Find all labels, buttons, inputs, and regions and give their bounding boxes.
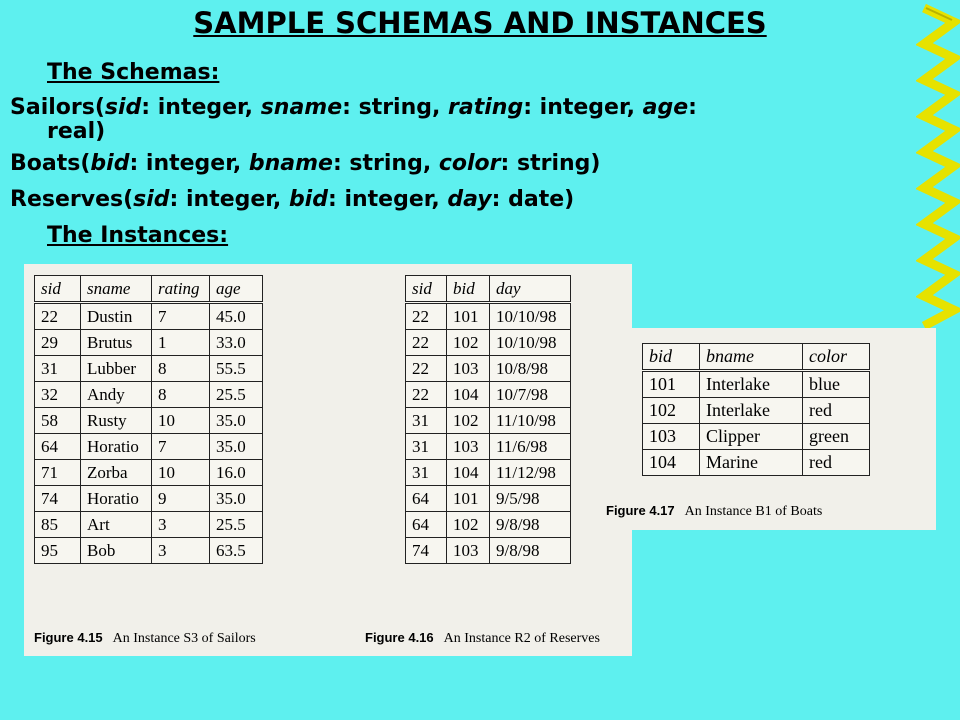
sailors-col-sname: sname (81, 276, 152, 303)
schema-sailors: Sailors(sid: integer, sname: string, rating: integer, age: (10, 95, 697, 120)
reserves-cell-bid: 104 (447, 382, 490, 408)
reserves-caption-text: An Instance R2 of Reserves (443, 631, 600, 646)
reserves-cell-day: 11/10/98 (490, 408, 571, 434)
sailors-cell-age: 35.0 (210, 408, 263, 434)
sailors-cell-rating: 8 (152, 356, 210, 382)
reserves-cell-bid: 101 (447, 486, 490, 512)
sailors-cell-age: 63.5 (210, 538, 263, 564)
reserves-row (406, 460, 571, 486)
reserves-cell-sid: 22 (406, 356, 447, 382)
reserves-cell-bid: 102 (447, 512, 490, 538)
boats-table (642, 343, 870, 476)
instances-heading: The Instances: (47, 223, 229, 248)
sailors-cell-age: 25.5 (210, 382, 263, 408)
reserves-row (406, 486, 571, 512)
reserves-cell-sid: 22 (406, 382, 447, 408)
sailors-row (35, 460, 263, 486)
reserves-cell-bid: 102 (447, 330, 490, 356)
reserves-cell-day: 9/5/98 (490, 486, 571, 512)
sailors-cell-rating: 8 (152, 382, 210, 408)
sailors-cell-age: 55.5 (210, 356, 263, 382)
reserves-row (406, 538, 571, 564)
reserves-col-bid: bid (447, 276, 490, 303)
sailors-row (35, 512, 263, 538)
boats-cell-bname: Marine (700, 450, 803, 476)
sailors-cell-sid: 58 (35, 408, 81, 434)
sailors-caption-label: Figure 4.15 (34, 630, 103, 645)
sailors-cell-sname: Horatio (81, 434, 152, 460)
sailors-cell-sid: 74 (35, 486, 81, 512)
sailors-cell-rating: 10 (152, 408, 210, 434)
sailors-row (35, 382, 263, 408)
sailors-cell-age: 35.0 (210, 434, 263, 460)
sailors-col-age: age (210, 276, 263, 303)
sailors-header-row (35, 276, 263, 303)
sailors-table (34, 275, 263, 564)
reserves-cell-sid: 22 (406, 330, 447, 356)
boats-caption-text: An Instance B1 of Boats (684, 504, 823, 519)
boats-cell-color: red (803, 450, 870, 476)
boats-row (643, 450, 870, 476)
boats-cell-color: green (803, 424, 870, 450)
boats-cell-bid: 103 (643, 424, 700, 450)
sailors-cell-age: 16.0 (210, 460, 263, 486)
reserves-row (406, 356, 571, 382)
boats-caption-label: Figure 4.17 (606, 503, 675, 518)
sailors-cell-sid: 22 (35, 303, 81, 330)
sailors-row (35, 486, 263, 512)
sailors-cell-sid: 32 (35, 382, 81, 408)
reserves-cell-sid: 64 (406, 486, 447, 512)
reserves-row (406, 382, 571, 408)
sailors-cell-age: 35.0 (210, 486, 263, 512)
boats-caption (606, 503, 822, 520)
sailors-cell-sname: Bob (81, 538, 152, 564)
schemas-heading: The Schemas: (47, 60, 220, 85)
reserves-cell-sid: 22 (406, 303, 447, 330)
sailors-cell-sname: Art (81, 512, 152, 538)
zigzag-decoration (916, 0, 960, 330)
sailors-col-rating: rating (152, 276, 210, 303)
reserves-cell-day: 9/8/98 (490, 512, 571, 538)
boats-cell-color: red (803, 398, 870, 424)
sailors-cell-sname: Lubber (81, 356, 152, 382)
reserves-cell-bid: 103 (447, 538, 490, 564)
reserves-cell-sid: 31 (406, 460, 447, 486)
reserves-cell-bid: 101 (447, 303, 490, 330)
reserves-cell-day: 10/10/98 (490, 303, 571, 330)
boats-col-bname: bname (700, 344, 803, 371)
sailors-cell-sname: Rusty (81, 408, 152, 434)
sailors-row (35, 538, 263, 564)
sailors-caption (34, 630, 256, 647)
boats-cell-bid: 101 (643, 371, 700, 398)
reserves-cell-sid: 31 (406, 408, 447, 434)
sailors-cell-sid: 85 (35, 512, 81, 538)
sailors-row (35, 303, 263, 330)
boats-row (643, 398, 870, 424)
sailors-row (35, 356, 263, 382)
sailors-cell-sname: Andy (81, 382, 152, 408)
reserves-header-row (406, 276, 571, 303)
reserves-cell-sid: 64 (406, 512, 447, 538)
reserves-cell-day: 10/10/98 (490, 330, 571, 356)
schema-boats: Boats(bid: integer, bname: string, color: string) (10, 151, 601, 176)
reserves-table (405, 275, 571, 564)
reserves-cell-bid: 103 (447, 356, 490, 382)
boats-cell-bname: Clipper (700, 424, 803, 450)
slide-title: SAMPLE SCHEMAS AND INSTANCES (193, 6, 767, 40)
sailors-cell-rating: 3 (152, 538, 210, 564)
sailors-cell-sid: 95 (35, 538, 81, 564)
sailors-cell-sname: Dustin (81, 303, 152, 330)
sailors-cell-age: 33.0 (210, 330, 263, 356)
sailors-cell-sid: 71 (35, 460, 81, 486)
reserves-row (406, 512, 571, 538)
sailors-row (35, 434, 263, 460)
reserves-cell-day: 11/12/98 (490, 460, 571, 486)
sailors-cell-age: 25.5 (210, 512, 263, 538)
boats-col-color: color (803, 344, 870, 371)
sailors-cell-rating: 1 (152, 330, 210, 356)
reserves-cell-day: 10/8/98 (490, 356, 571, 382)
sailors-cell-sname: Horatio (81, 486, 152, 512)
boats-cell-bname: Interlake (700, 398, 803, 424)
reserves-row (406, 303, 571, 330)
sailors-cell-rating: 9 (152, 486, 210, 512)
sailors-cell-rating: 7 (152, 434, 210, 460)
sailors-caption-text: An Instance S3 of Sailors (112, 631, 256, 646)
boats-col-bid: bid (643, 344, 700, 371)
boats-header-row (643, 344, 870, 371)
sailors-cell-age: 45.0 (210, 303, 263, 330)
reserves-cell-day: 9/8/98 (490, 538, 571, 564)
reserves-caption-label: Figure 4.16 (365, 630, 434, 645)
sailors-row (35, 330, 263, 356)
reserves-cell-bid: 103 (447, 434, 490, 460)
reserves-cell-day: 11/6/98 (490, 434, 571, 460)
boats-cell-bid: 102 (643, 398, 700, 424)
sailors-cell-sid: 64 (35, 434, 81, 460)
schema-sailors-cont: real) (47, 119, 106, 144)
boats-row (643, 371, 870, 398)
boats-cell-color: blue (803, 371, 870, 398)
boats-row (643, 424, 870, 450)
sailors-cell-rating: 10 (152, 460, 210, 486)
reserves-cell-bid: 104 (447, 460, 490, 486)
reserves-caption (365, 630, 600, 647)
sailors-cell-sname: Brutus (81, 330, 152, 356)
reserves-cell-sid: 74 (406, 538, 447, 564)
sailors-cell-rating: 7 (152, 303, 210, 330)
reserves-row (406, 330, 571, 356)
boats-cell-bname: Interlake (700, 371, 803, 398)
reserves-row (406, 434, 571, 460)
sailors-cell-sname: Zorba (81, 460, 152, 486)
boats-cell-bid: 104 (643, 450, 700, 476)
reserves-col-sid: sid (406, 276, 447, 303)
reserves-row (406, 408, 571, 434)
reserves-col-day: day (490, 276, 571, 303)
schema-reserves: Reserves(sid: integer, bid: integer, day: date) (10, 187, 575, 212)
sailors-cell-sid: 29 (35, 330, 81, 356)
sailors-col-sid: sid (35, 276, 81, 303)
sailors-row (35, 408, 263, 434)
reserves-cell-bid: 102 (447, 408, 490, 434)
reserves-cell-day: 10/7/98 (490, 382, 571, 408)
sailors-cell-sid: 31 (35, 356, 81, 382)
sailors-cell-rating: 3 (152, 512, 210, 538)
reserves-cell-sid: 31 (406, 434, 447, 460)
